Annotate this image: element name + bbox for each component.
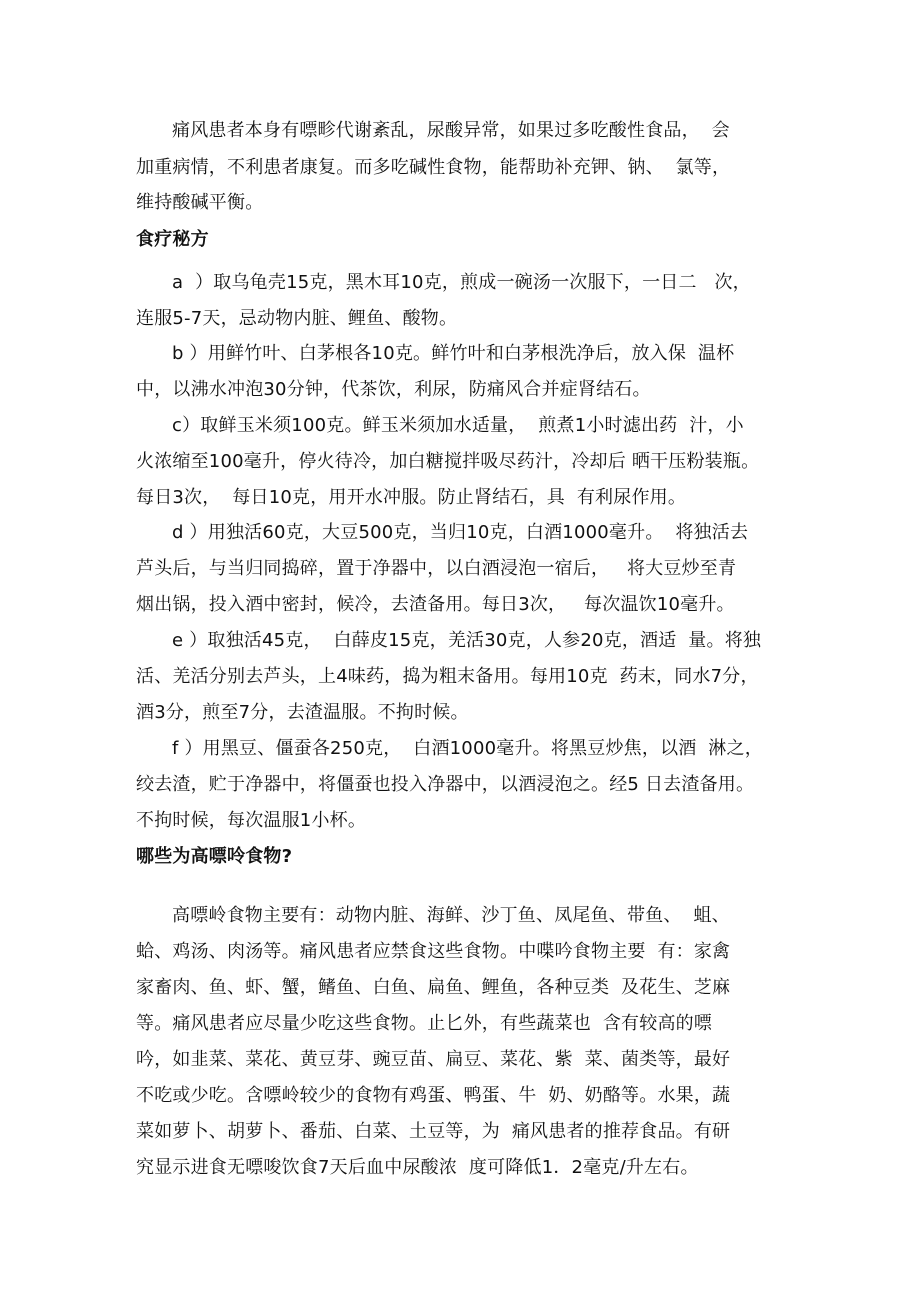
purine-line-3: 家畜肉、鱼、虾、蟹，鳍鱼、白鱼、扁鱼、鲤鱼，各种豆类 及花生、芝麻 (136, 977, 731, 998)
intro-line-2: 加重病情，不利患者康复。而多吃碱性食物，能帮助补充钾、钠、 氯等， (136, 157, 731, 178)
recipe-c-line-1: c）取鲜玉米须100克。鲜玉米须加水适量， 煎煮1小时滤出药 汁，小 (172, 415, 744, 436)
intro-line-3: 维持酸碱平衡。 (136, 192, 264, 213)
intro-line-1: 痛风患者本身有嘌畛代谢紊乱，尿酸异常，如果过多吃酸性食品， 会 (172, 120, 730, 141)
heading-high-purine: 哪些为高嘌呤食物? (136, 846, 293, 867)
purine-line-7: 菜如萝卜、胡萝卜、番茄、白菜、土豆等，为 痛风患者的推荐食品。有研 (136, 1121, 731, 1142)
recipe-c-line-3: 每日3次， 每日10克，用开水冲服。防止肾结石，具 有利尿作用。 (136, 487, 687, 508)
recipe-a-line-1: a ）取乌龟壳15克，黑木耳10克，煎成一碗汤一次服下，一日二 次， (172, 272, 751, 293)
purine-line-2: 蛤、鸡汤、肉汤等。痛风患者应禁食这些食物。中喋吟食物主要 有：家禽 (136, 941, 731, 962)
purine-line-1: 高嘌岭食物主要有：动物内脏、海鲜、沙丁鱼、凤尾鱼、带鱼、 蛆、 (172, 905, 730, 926)
recipe-f-line-2: 绞去渣，贮于净器中，将僵蚕也投入净器中，以酒浸泡之。经5 日去渣备用。 (136, 774, 755, 795)
heading-remedies: 食疗秘方 (136, 229, 209, 250)
recipe-e-line-3: 酒3分，煎至7分，去渣温服。不拘时候。 (136, 702, 469, 723)
recipe-a-line-2: 连服5-7天，忌动物内脏、鲤鱼、酸物。 (136, 308, 458, 329)
purine-line-8: 究显示进食无嘌唆饮食7天后血中尿酸浓 度可降低1．2毫克/升左右。 (136, 1157, 699, 1178)
recipe-e-line-2: 活、羌活分别去芦头，上4味药，捣为粗末备用。每用10克 药末，同水7分， (136, 666, 759, 687)
recipe-d-line-3: 烟出锅，投入酒中密封，候冷，去渣备用。每日3次， 每次温饮10毫升。 (136, 594, 735, 615)
recipe-d-line-2: 芦头后，与当归同捣碎，置于净器中，以白酒浸泡一宿后， 将大豆炒至青 (136, 558, 737, 579)
recipe-b-line-2: 中，以沸水冲泡30分钟，代茶饮，利尿，防痛风合并症肾结石。 (136, 379, 651, 400)
purine-line-6: 不吃或少吃。含嘌岭较少的食物有鸡蛋、鸭蛋、牛 奶、奶酪等。水果，蔬 (136, 1085, 731, 1106)
recipe-c-line-2: 火浓缩至100毫升，停火待冷，加白糖搅拌吸尽药汁，冷却后 晒干压粉装瓶。 (136, 451, 760, 472)
recipe-f-line-1: f ）用黑豆、僵蚕各250克， 白酒1000毫升。将黑豆炒焦，以酒 淋之， (172, 738, 763, 759)
purine-line-4: 等。痛风患者应尽量少吃这些食物。止匕外，有些蔬菜也 含有较高的嘌 (136, 1013, 713, 1034)
recipe-e-line-1: e ）取独活45克， 白薛皮15克，羌活30克，人参20克，酒适 量。将独 (172, 630, 762, 651)
recipe-f-line-3: 不拘时候，每次温服1小杯。 (136, 810, 367, 831)
recipe-b-line-1: b ）用鲜竹叶、白茅根各10克。鲜竹叶和白茅根洗净后，放入保 温杯 (172, 343, 735, 364)
recipe-d-line-1: d ）用独活60克，大豆500克，当归10克，白酒1000毫升。 将独活去 (172, 522, 749, 543)
purine-line-5: 吟，如韭菜、菜花、黄豆芽、豌豆苗、扁豆、菜花、紫 菜、菌类等，最好 (136, 1049, 731, 1070)
